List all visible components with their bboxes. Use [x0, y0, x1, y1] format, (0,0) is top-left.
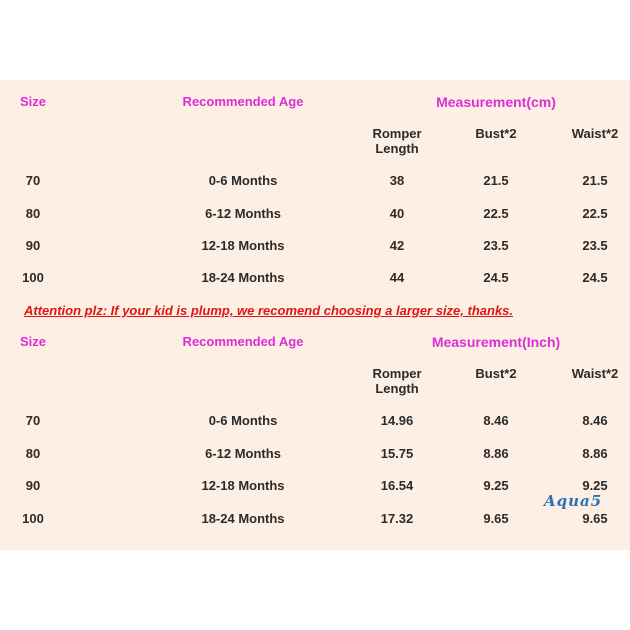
bust-cell: 24.5	[483, 270, 509, 285]
waist-cell: 8.46	[582, 413, 608, 428]
length-label: Length	[375, 141, 419, 156]
measurement-header: Measurement(Inch)	[431, 334, 561, 350]
age-cell: 12-18 Months	[201, 478, 285, 493]
bust-cell: 9.65	[483, 511, 509, 526]
romper-cell: 40	[389, 206, 405, 221]
size-cell: 90	[25, 478, 41, 493]
waist-cell: 9.65	[582, 511, 608, 526]
romper-cell: 42	[389, 238, 405, 253]
romper-cell: 17.32	[380, 511, 414, 526]
age-cell: 18-24 Months	[201, 270, 285, 285]
age-cell: 0-6 Months	[208, 173, 278, 188]
size-cell: 100	[22, 270, 44, 285]
bust-cell: 8.46	[483, 413, 509, 428]
bust-cell: 21.5	[483, 173, 509, 188]
romper-label: Romper	[372, 126, 422, 141]
attention-note: Attention plz: If your kid is plump, we recomend choosing a larger size, thanks.	[24, 303, 514, 318]
waist-cell: 24.5	[582, 270, 608, 285]
size-header: Size	[20, 94, 47, 109]
bust-cell: 8.86	[483, 446, 509, 461]
length-label: Length	[375, 381, 419, 396]
romper-cell: 14.96	[380, 413, 414, 428]
size-cell: 100	[22, 511, 44, 526]
age-cell: 18-24 Months	[201, 511, 285, 526]
romper-label: Romper	[372, 366, 422, 381]
romper-length-header	[372, 366, 421, 396]
romper-cell: 44	[389, 270, 405, 285]
romper-cell: 38	[389, 173, 405, 188]
romper-length-header	[372, 126, 421, 156]
waist-header: Waist*2	[571, 126, 619, 141]
romper-cell: 16.54	[380, 478, 414, 493]
bust-cell: 9.25	[483, 478, 509, 493]
size-cell: 80	[25, 446, 41, 461]
measurement-header: Measurement(cm)	[436, 94, 556, 110]
size-cell: 80	[25, 206, 41, 221]
waist-cell: 23.5	[582, 238, 608, 253]
romper-cell: 15.75	[380, 446, 414, 461]
waist-cell: 21.5	[582, 173, 608, 188]
bust-header: Bust*2	[475, 366, 517, 381]
bust-cell: 23.5	[483, 238, 509, 253]
waist-cell: 22.5	[582, 206, 608, 221]
age-cell: 6-12 Months	[205, 206, 281, 221]
waist-cell: 9.25	[582, 478, 608, 493]
bust-cell: 22.5	[483, 206, 509, 221]
waist-header: Waist*2	[571, 366, 619, 381]
recommended-age-header: Recommended Age	[182, 94, 304, 109]
bust-header: Bust*2	[475, 126, 517, 141]
recommended-age-header: Recommended Age	[182, 334, 304, 349]
age-cell: 0-6 Months	[208, 413, 278, 428]
age-cell: 6-12 Months	[205, 446, 281, 461]
waist-cell: 8.86	[582, 446, 608, 461]
size-cell: 90	[25, 238, 41, 253]
size-header: Size	[20, 334, 47, 349]
size-cell: 70	[25, 173, 41, 188]
age-cell: 12-18 Months	[201, 238, 285, 253]
aqua-watermark-logo: Aqua5	[544, 492, 603, 510]
size-cell: 70	[25, 413, 41, 428]
